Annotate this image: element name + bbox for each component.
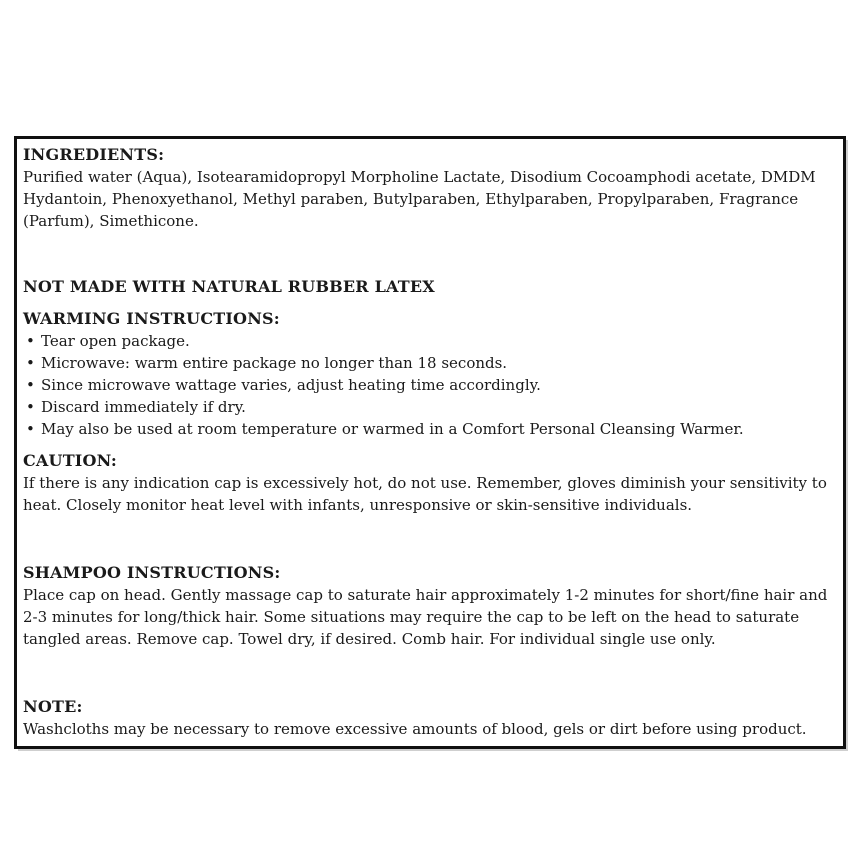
caution-heading: CAUTION:: [23, 451, 117, 470]
product-label-box: [14, 136, 846, 749]
note-heading: NOTE:: [23, 697, 83, 716]
warming-instruction-item: • May also be used at room temperature or warmed in a Comfort Personal Cleansing Warmer.: [23, 418, 838, 440]
shampoo-instructions-heading: SHAMPOO INSTRUCTIONS:: [23, 563, 281, 582]
section-note: [23, 696, 838, 740]
warming-instructions-list: [23, 330, 838, 440]
warming-instruction-item: • Microwave: warm entire package no longer than 18 seconds.: [23, 352, 838, 374]
note-text: Washcloths may be necessary to remove excessive amounts of blood, gels or dirt before using product.: [23, 720, 807, 738]
section-ingredients: [23, 144, 838, 232]
caution-text: If there is any indication cap is excessively hot, do not use. Remember, gloves diminish your sensitivity to heat. Closely monitor heat level with infants, unresponsive or skin-sensitive individuals.: [23, 474, 827, 514]
section-shampoo-instructions: [23, 562, 838, 650]
ingredients-heading: INGREDIENTS:: [23, 145, 165, 164]
warming-instruction-item: • Since microwave wattage varies, adjust heating time accordingly.: [23, 374, 838, 396]
warming-instruction-item: • Tear open package.: [23, 330, 838, 352]
ingredients-text: Purified water (Aqua), Isotearamidopropyl Morpholine Lactate, Disodium Cocoamphodi acetate, DMDM Hydantoin, Phenoxyethanol, Methyl paraben, Butylparaben, Ethylparaben, Propylparaben, Fragrance (Parfum), Simethicone.: [23, 168, 816, 230]
shampoo-instructions-text: Place cap on head. Gently massage cap to saturate hair approximately 1-2 minutes for short/fine hair and 2-3 minutes for long/thick hair. Some situations may require the cap to be left on the head to saturate tangled areas. Remove cap. Towel dry, if desired. Comb hair. For individual single use only.: [23, 586, 828, 648]
warming-instructions-heading: WARMING INSTRUCTIONS:: [23, 309, 280, 328]
section-caution: [23, 450, 838, 516]
section-warming-instructions: [23, 308, 838, 440]
latex-notice: NOT MADE WITH NATURAL RUBBER LATEX: [23, 277, 435, 296]
warming-instruction-item: • Discard immediately if dry.: [23, 396, 838, 418]
